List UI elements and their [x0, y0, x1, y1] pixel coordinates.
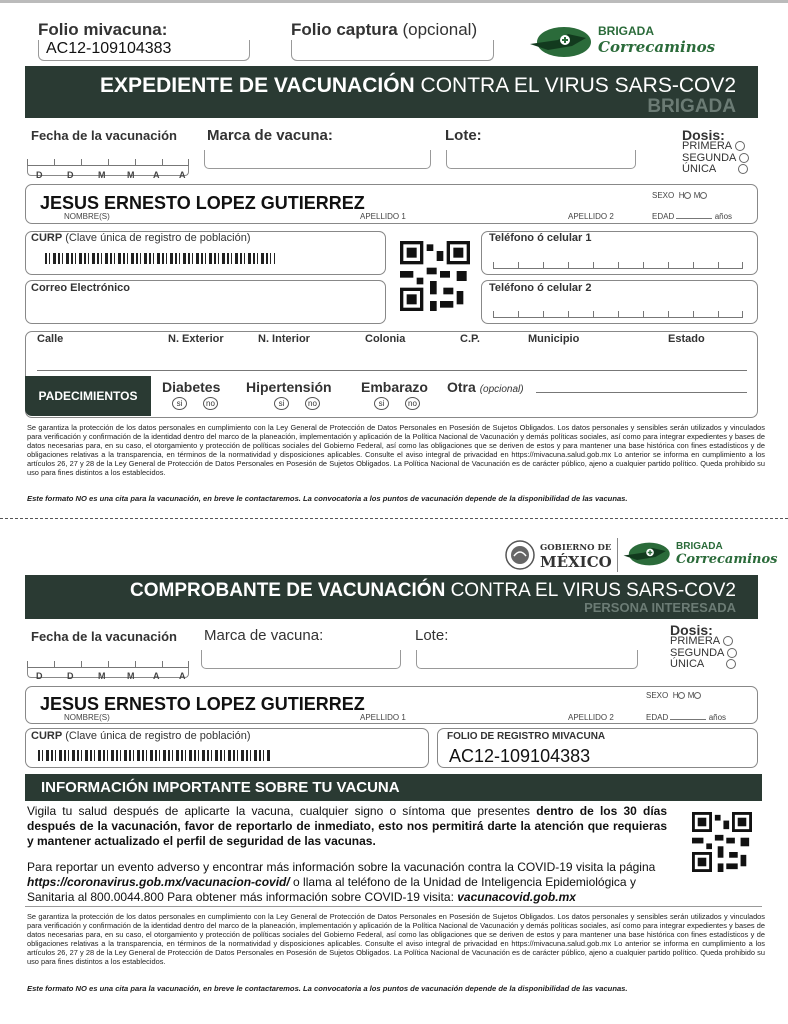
edad-row: EDAD años [652, 212, 733, 221]
lote-field[interactable] [446, 150, 636, 169]
top-gray-line [0, 0, 788, 3]
tel1-label: Teléfono ó celular 1 [489, 232, 592, 244]
nombre-label-2: NOMBRE(S) [64, 713, 110, 722]
brigada-logo-line1: BRIGADA [598, 24, 654, 38]
diabetes-si[interactable]: si [172, 397, 187, 410]
otra-line [536, 392, 747, 393]
fecha-label: Fecha de la vacunación [31, 128, 177, 143]
curp-label: CURP (Clave única de registro de población) [31, 232, 251, 244]
banner-expediente-sub: BRIGADA [647, 96, 736, 117]
roadrunner-icon-2 [622, 537, 672, 571]
folio-mivacuna-label: Folio mivacuna: [38, 20, 168, 39]
brigada-logo-2-line2: Correcaminos [676, 552, 778, 567]
disclaimer-2: Este formato NO es una cita para la vacunación, en breve le contactaremos. La convocatoria a los puntos de vacunación depende de la disponibilidad de las vacunas. [27, 984, 628, 993]
cp-label: C.P. [460, 333, 480, 345]
apellido2-label: APELLIDO 2 [568, 212, 614, 221]
tel1-ticks [493, 262, 743, 269]
lote-field-2[interactable] [416, 650, 638, 669]
dosis-options [682, 141, 749, 176]
fecha-bracket [27, 166, 189, 176]
sexo-row: SEXO H M [652, 191, 707, 200]
fecha-field[interactable] [27, 156, 189, 166]
dosis-segunda[interactable]: SEGUNDA [682, 153, 749, 165]
hipertension-label: Hipertensión [246, 379, 332, 395]
fecha-bracket-2 [27, 668, 189, 678]
segunda-radio-2[interactable] [727, 648, 737, 658]
brigada-logo-2 [622, 536, 778, 572]
folio-captura-field[interactable] [291, 40, 494, 61]
info-paragraph-1: Vigila tu salud después de aplicarte la vacuna, cualquier signo o síntoma que presentes dentro de los 30 días después de la vacunación, favor de reportarlo de inmediato, esto nos permitirá darte la atención que requieras y mantener actualizado el perfil de seguridad de las vacunas. [27, 804, 667, 848]
sexo-h-radio[interactable] [684, 192, 691, 199]
folio-captura-title: Folio captura [291, 20, 398, 39]
marca-field-2[interactable] [201, 650, 401, 669]
dosis-options-2 [670, 636, 737, 671]
folio-captura-label [291, 20, 477, 40]
otra-label: Otra (opcional) [447, 379, 524, 395]
diabetes-no[interactable]: no [203, 397, 218, 410]
marca-field[interactable] [204, 150, 431, 169]
cut-line [0, 518, 788, 519]
primera-radio-2[interactable] [723, 636, 733, 646]
roadrunner-icon [528, 22, 594, 62]
marca-label: Marca de vacuna: [207, 127, 333, 144]
disclaimer-1: Este formato NO es una cita para la vacunación, en breve le contactaremos. La convocatoria a los puntos de vacunación depende de la disponibilidad de las vacunas. [27, 494, 628, 503]
apellido2-label-2: APELLIDO 2 [568, 713, 614, 722]
legal-text-2: Se garantiza la protección de los datos personales en cumplimiento con la Ley General de Protección de Datos Personales en Posesión de Sujetos Obligados. Los datos personales y sensibles serán utilizados y vinculados para verificación y confirmación de la identidad dentro del marco de la planeación, implementación y aplicación de la Política Nacional de Vacunación y demás políticas sociales, así como para integrar expedientes y bases de datos necesarias para, en su caso, el otorgamiento y protección de políticas sociales del Gobierno Federal, así como las obligaciones que se deriven de estos y para mantener una base histórica con fines estadísticos y de obligaciones relativas a la transparencia, en términos de la normatividad y disposiciones aplicables. Consulte el aviso integral de privacidad en https://mivacuna.salud.gob.mx Lo anterior se informa en cumplimiento a los artículos 26, 27 y 28 de la Ley General de Protección de Datos Personales en Posesión de Sujetos Obligados. La Política Nacional de Vacunación es de carácter público, ajeno a cualquier partido político. Queda prohibido su uso para fines distintos a los establecidos. [27, 912, 765, 966]
info-banner: INFORMACIÓN IMPORTANTE SOBRE TU VACUNA [25, 774, 762, 801]
dosis-primera[interactable]: PRIMERA [682, 141, 749, 153]
legal-text-1: Se garantiza la protección de los datos personales en cumplimiento con la Ley General de Protección de Datos Personales en Posesión de Sujetos Obligados. Los datos personales y sensibles serán utilizados y vinculados para verificación y confirmación de la identidad dentro del marco de la planeación, implementación y aplicación de la Política Nacional de Vacunación y demás políticas sociales, así como para integrar expedientes y bases de datos necesarias para, en su caso, el otorgamiento y protección de políticas sociales del Gobierno Federal, así como las obligaciones que se deriven de estos y para mantener una base histórica con fines estadísticos y de obligaciones relativas a la transparencia, en términos de la normatividad y disposiciones aplicables. Consulte el aviso integral de privacidad en https://mivacuna.salud.gob.mx Lo anterior se informa en cumplimiento a los artículos 26, 27 y 28 de la Ley General de Protección de Datos Personales en Posesión de Sujetos Obligados. La Política Nacional de Vacunación es de carácter público, ajeno a cualquier partido político. Queda prohibido su uso para fines distintos a los establecidos. [27, 423, 765, 477]
sexo-h-radio-2[interactable] [678, 692, 685, 699]
primera-radio[interactable] [735, 141, 745, 151]
embarazo-no[interactable]: no [405, 397, 420, 410]
colonia-label: Colonia [365, 333, 406, 345]
sexo-row-2: SEXO H M [646, 691, 701, 700]
dosis-label-2: Dosis: [670, 622, 713, 638]
section-divider [25, 906, 762, 907]
logo-divider [617, 538, 618, 572]
info-paragraph-2: Para reportar un evento adverso y encontrar más información sobre la vacunación contra la COVID-19 visita la página https://coronavirus.gob.mx/vacunacion-covid/ o llama al teléfono de la Unidad de Inteligencia Epidemiológica y Sanitaria al 800.0044.800 Para obtener más información sobre COVID-19 visita: vacunacovid.gob.mx [27, 860, 656, 904]
curp-barcode [45, 253, 275, 264]
padecimientos-tab: PADECIMIENTOS [25, 376, 151, 416]
n-int-label: N. Interior [258, 333, 310, 345]
name-value: JESUS ERNESTO LOPEZ GUTIERREZ [40, 193, 365, 213]
fecha-label-2: Fecha de la vacunación [31, 629, 177, 644]
gobierno-line1: GOBIERNO DE [540, 543, 612, 553]
calle-label: Calle [37, 333, 64, 345]
banner-comprobante-sub: PERSONA INTERESADA [584, 600, 736, 615]
dosis-unica[interactable]: ÚNICA [682, 164, 749, 176]
tel2-label: Teléfono ó celular 2 [489, 282, 592, 294]
edad-row-2: EDAD años [646, 713, 727, 722]
dosis-primera-2[interactable]: PRIMERA [670, 636, 737, 648]
qr-code-icon [400, 241, 470, 311]
dosis-unica-2[interactable]: ÚNICA [670, 659, 737, 671]
qr-code-icon-2 [692, 812, 752, 872]
curp-label-2: CURP (Clave única de registro de población) [31, 730, 251, 742]
tel2-ticks [493, 311, 743, 318]
folio-mivacuna-value: AC12-109104383 [46, 40, 172, 57]
lote-label-2: Lote: [415, 627, 449, 644]
hipertension-no[interactable]: no [305, 397, 320, 410]
hipertension-si[interactable]: si [274, 397, 289, 410]
fecha-field-2[interactable] [27, 658, 189, 668]
unica-radio-2[interactable] [726, 659, 736, 669]
name-value-2: JESUS ERNESTO LOPEZ GUTIERREZ [40, 694, 365, 714]
sexo-m-radio[interactable] [700, 192, 707, 199]
banner-expediente-title: EXPEDIENTE DE VACUNACIÓN CONTRA EL VIRUS SARS-COV2 [100, 74, 736, 97]
gobierno-logo [505, 538, 615, 574]
gobierno-line2: MÉXICO [540, 553, 612, 571]
folio-registro-value: AC12-109104383 [449, 746, 591, 766]
banner-comprobante-title: COMPROBANTE DE VACUNACIÓN CONTRA EL VIRUS SARS-COV2 [130, 580, 736, 601]
dosis-label: Dosis: [682, 127, 725, 143]
correo-label: Correo Electrónico [31, 282, 131, 294]
address-line [37, 370, 747, 371]
lote-label: Lote: [445, 127, 482, 144]
dosis-segunda-2[interactable]: SEGUNDA [670, 648, 737, 660]
banner-expediente [25, 66, 758, 118]
brigada-logo-line2: Correcaminos [598, 38, 716, 56]
municipio-label: Municipio [528, 333, 580, 345]
n-ext-label: N. Exterior [168, 333, 224, 345]
banner-comprobante [25, 575, 758, 619]
sexo-m-radio-2[interactable] [694, 692, 701, 699]
estado-label: Estado [668, 333, 705, 345]
nombre-label: NOMBRE(S) [64, 212, 110, 221]
brigada-logo-2-line1: BRIGADA [676, 541, 723, 552]
brigada-logo [528, 22, 738, 62]
diabetes-label: Diabetes [162, 379, 221, 395]
mexico-seal-icon [505, 540, 535, 570]
curp-barcode-2 [38, 750, 270, 761]
unica-radio[interactable] [738, 164, 748, 174]
apellido1-label-2: APELLIDO 1 [360, 713, 406, 722]
embarazo-si[interactable]: si [374, 397, 389, 410]
folio-captura-optional: (opcional) [402, 20, 478, 39]
folio-registro-label: FOLIO DE REGISTRO MIVACUNA [447, 731, 606, 742]
marca-label-2: Marca de vacuna: [204, 627, 324, 644]
apellido1-label: APELLIDO 1 [360, 212, 406, 221]
segunda-radio[interactable] [739, 153, 749, 163]
embarazo-label: Embarazo [361, 379, 428, 395]
